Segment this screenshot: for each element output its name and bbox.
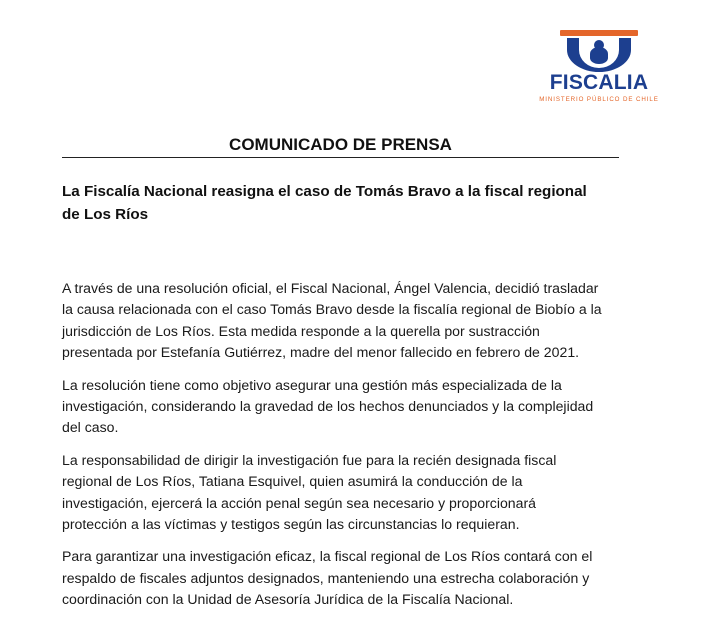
paragraph-line: La resolución tiene como objetivo asegurar una gestión más especializada de la bbox=[62, 376, 562, 393]
paragraph-line: jurisdicción de Los Ríos. Esta medida responde a la querella por sustracción bbox=[62, 322, 540, 339]
paragraph-line: investigación, considerando la gravedad de los hechos denunciados y la complejidad bbox=[62, 398, 594, 415]
document-headline bbox=[62, 180, 642, 226]
logo-subtitle: MINISTERIO PÚBLICO DE CHILE bbox=[539, 96, 659, 103]
paragraph-line: la causa relacionada con el caso Tomás Bravo desde la fiscalía regional de Biobío a la bbox=[62, 301, 602, 318]
fiscalia-logo bbox=[536, 28, 662, 110]
paragraph-1 bbox=[62, 278, 652, 364]
paragraph-line: La responsabilidad de dirigir la investigación fue para la recién designada fiscal bbox=[62, 451, 557, 468]
paragraph-line: respaldo de fiscales adjuntos designados, manteniendo una estrecha colaboración y bbox=[62, 569, 590, 586]
paragraph-2 bbox=[62, 375, 652, 439]
paragraph-line: presentada por Estefanía Gutiérrez, madre del menor fallecido en febrero de 2021. bbox=[62, 344, 580, 361]
paragraph-line: regional de Los Ríos, Tatiana Esquivel, quien asumirá la conducción de la bbox=[62, 473, 523, 490]
paragraph-line: Para garantizar una investigación eficaz, la fiscal regional de Los Ríos contará con el bbox=[62, 548, 593, 565]
document-body bbox=[62, 278, 652, 622]
headline-line: de Los Ríos bbox=[62, 206, 149, 223]
paragraph-line: A través de una resolución oficial, el Fiscal Nacional, Ángel Valencia, decidió trasladar bbox=[62, 280, 599, 296]
paragraph-3 bbox=[62, 450, 652, 536]
document-heading: COMUNICADO DE PRENSA bbox=[229, 135, 452, 154]
headline-line: La Fiscalía Nacional reasigna el caso de Tomás Bravo a la fiscal regional bbox=[62, 183, 587, 200]
paragraph-line: investigación, ejercerá la acción penal según sea necesario y proporcionará bbox=[62, 494, 536, 511]
heading-underline bbox=[62, 157, 619, 158]
fiscalia-emblem-icon bbox=[536, 28, 662, 72]
paragraph-line: del caso. bbox=[62, 419, 119, 436]
paragraph-line: protección a las víctimas y testigos según las circunstancias lo requieran. bbox=[62, 516, 520, 533]
paragraph-line: coordinación con la Unidad de Asesoría Jurídica de la Fiscalía Nacional. bbox=[62, 591, 514, 608]
paragraph-4 bbox=[62, 546, 652, 610]
logo-wordmark: FISCALIA bbox=[549, 71, 649, 94]
